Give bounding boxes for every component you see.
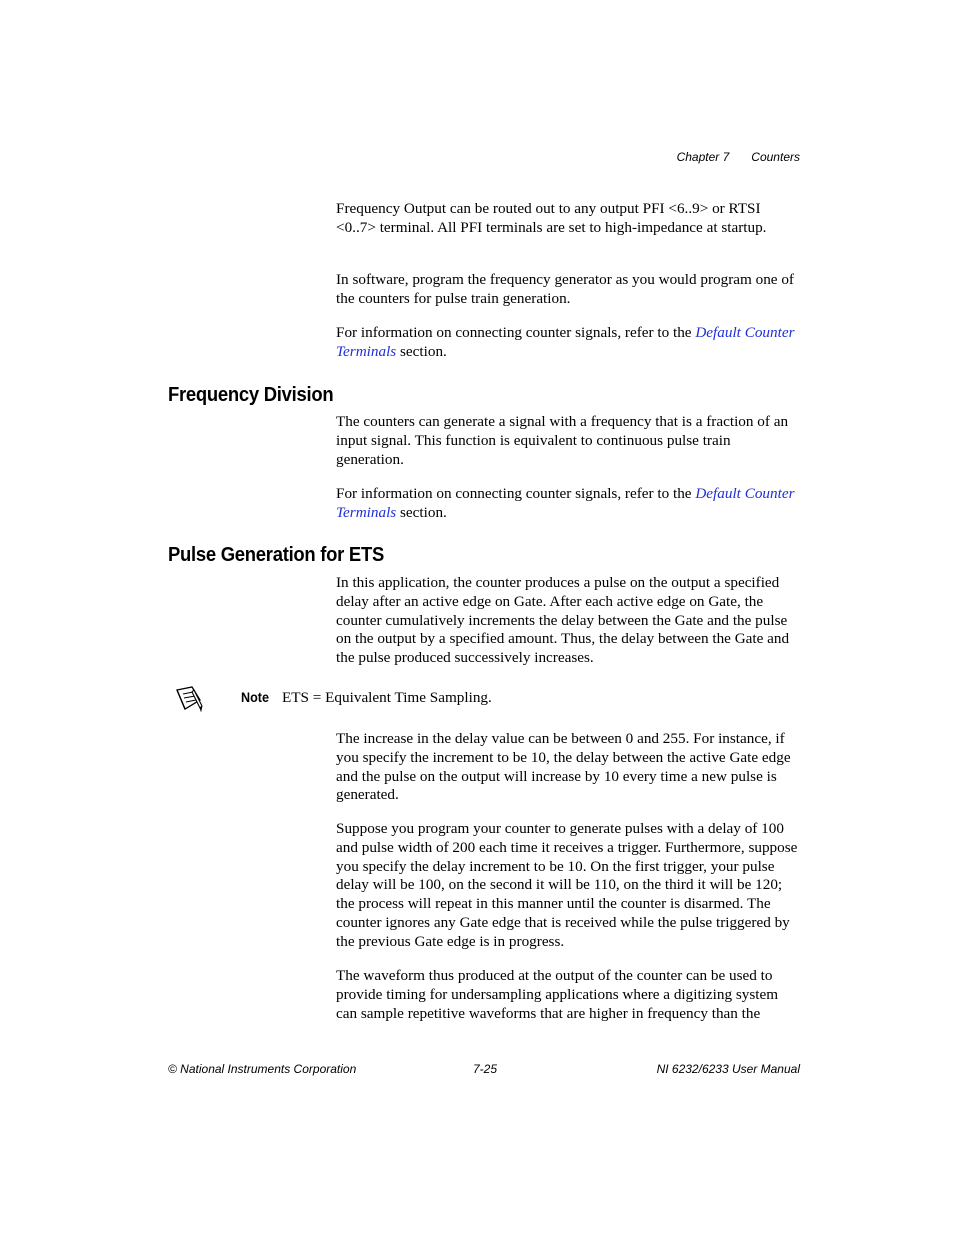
note-pencil-icon [174,684,204,712]
pulse-gen-p3: Suppose you program your counter to generate pulses with a delay of 100 and pulse width of 200 each time it receives a trigger. Furthermore, suppose you specify the delay increment to be 10. On the first trigger, your pulse delay will be 100, on the second it will be 110, on the third it will be 120; the process will repeat in this manner until the counter is disarmed. The counter ignores any Gate edge that is received while the pulse triggered by the previous Gate edge is in progress. [336,820,798,950]
intro-p3: For information on connecting counter signals, refer to the Default Counter Terminals section. [336,324,795,360]
running-header [677,150,800,164]
heading-pulse-generation-ets: Pulse Generation for ETS [168,543,384,566]
default-counter-terminals-link[interactable]: Default Counter Terminals [336,324,795,360]
freq-div-p1: The counters can generate a signal with a frequency that is a fraction of an input signal. This function is equivalent to continuous pulse train generation. [336,413,789,468]
pulse-gen-p1: In this application, the counter produces a pulse on the output a specified delay after an active edge on Gate. After each active edge on Gate, the counter cumulatively increments the delay between the Gate and the pulse on the output by a specified amount. Thus, the delay between the Gate and the pulse produced successively increases. [336,574,790,667]
heading-frequency-division: Frequency Division [168,383,334,406]
footer-copyright: © National Instruments Corporation [168,1062,357,1076]
default-counter-terminals-link[interactable]: Default Counter Terminals [336,485,795,521]
header-title: Counters [751,150,800,164]
note-label: Note [241,689,270,705]
footer-manual-title: NI 6232/6233 User Manual [656,1062,800,1076]
freq-div-p2: For information on connecting counter signals, refer to the Default Counter Terminals section. [336,485,795,521]
pulse-gen-p4: The waveform thus produced at the output of the counter can be used to provide timing for undersampling applications where a digitizing system can sample repetitive waveforms that are higher in frequency than the [336,967,779,1022]
intro-p1: Frequency Output can be routed out to any output PFI <6..9> or RTSI <0..7> terminal. All PFI terminals are set to high-impedance at startup. [336,200,767,236]
note-text: ETS = Equivalent Time Sampling. [282,689,492,706]
footer-page-number: 7-25 [473,1062,498,1076]
intro-p2: In software, program the frequency generator as you would program one of the counters for pulse train generation. [336,271,794,307]
header-chapter: Chapter 7 [676,150,730,164]
pulse-gen-p2: The increase in the delay value can be between 0 and 255. For instance, if you specify the increment to be 10, the delay between the active Gate edge and the pulse on the output will increase by 10 every time a new pulse is generated. [336,730,791,804]
